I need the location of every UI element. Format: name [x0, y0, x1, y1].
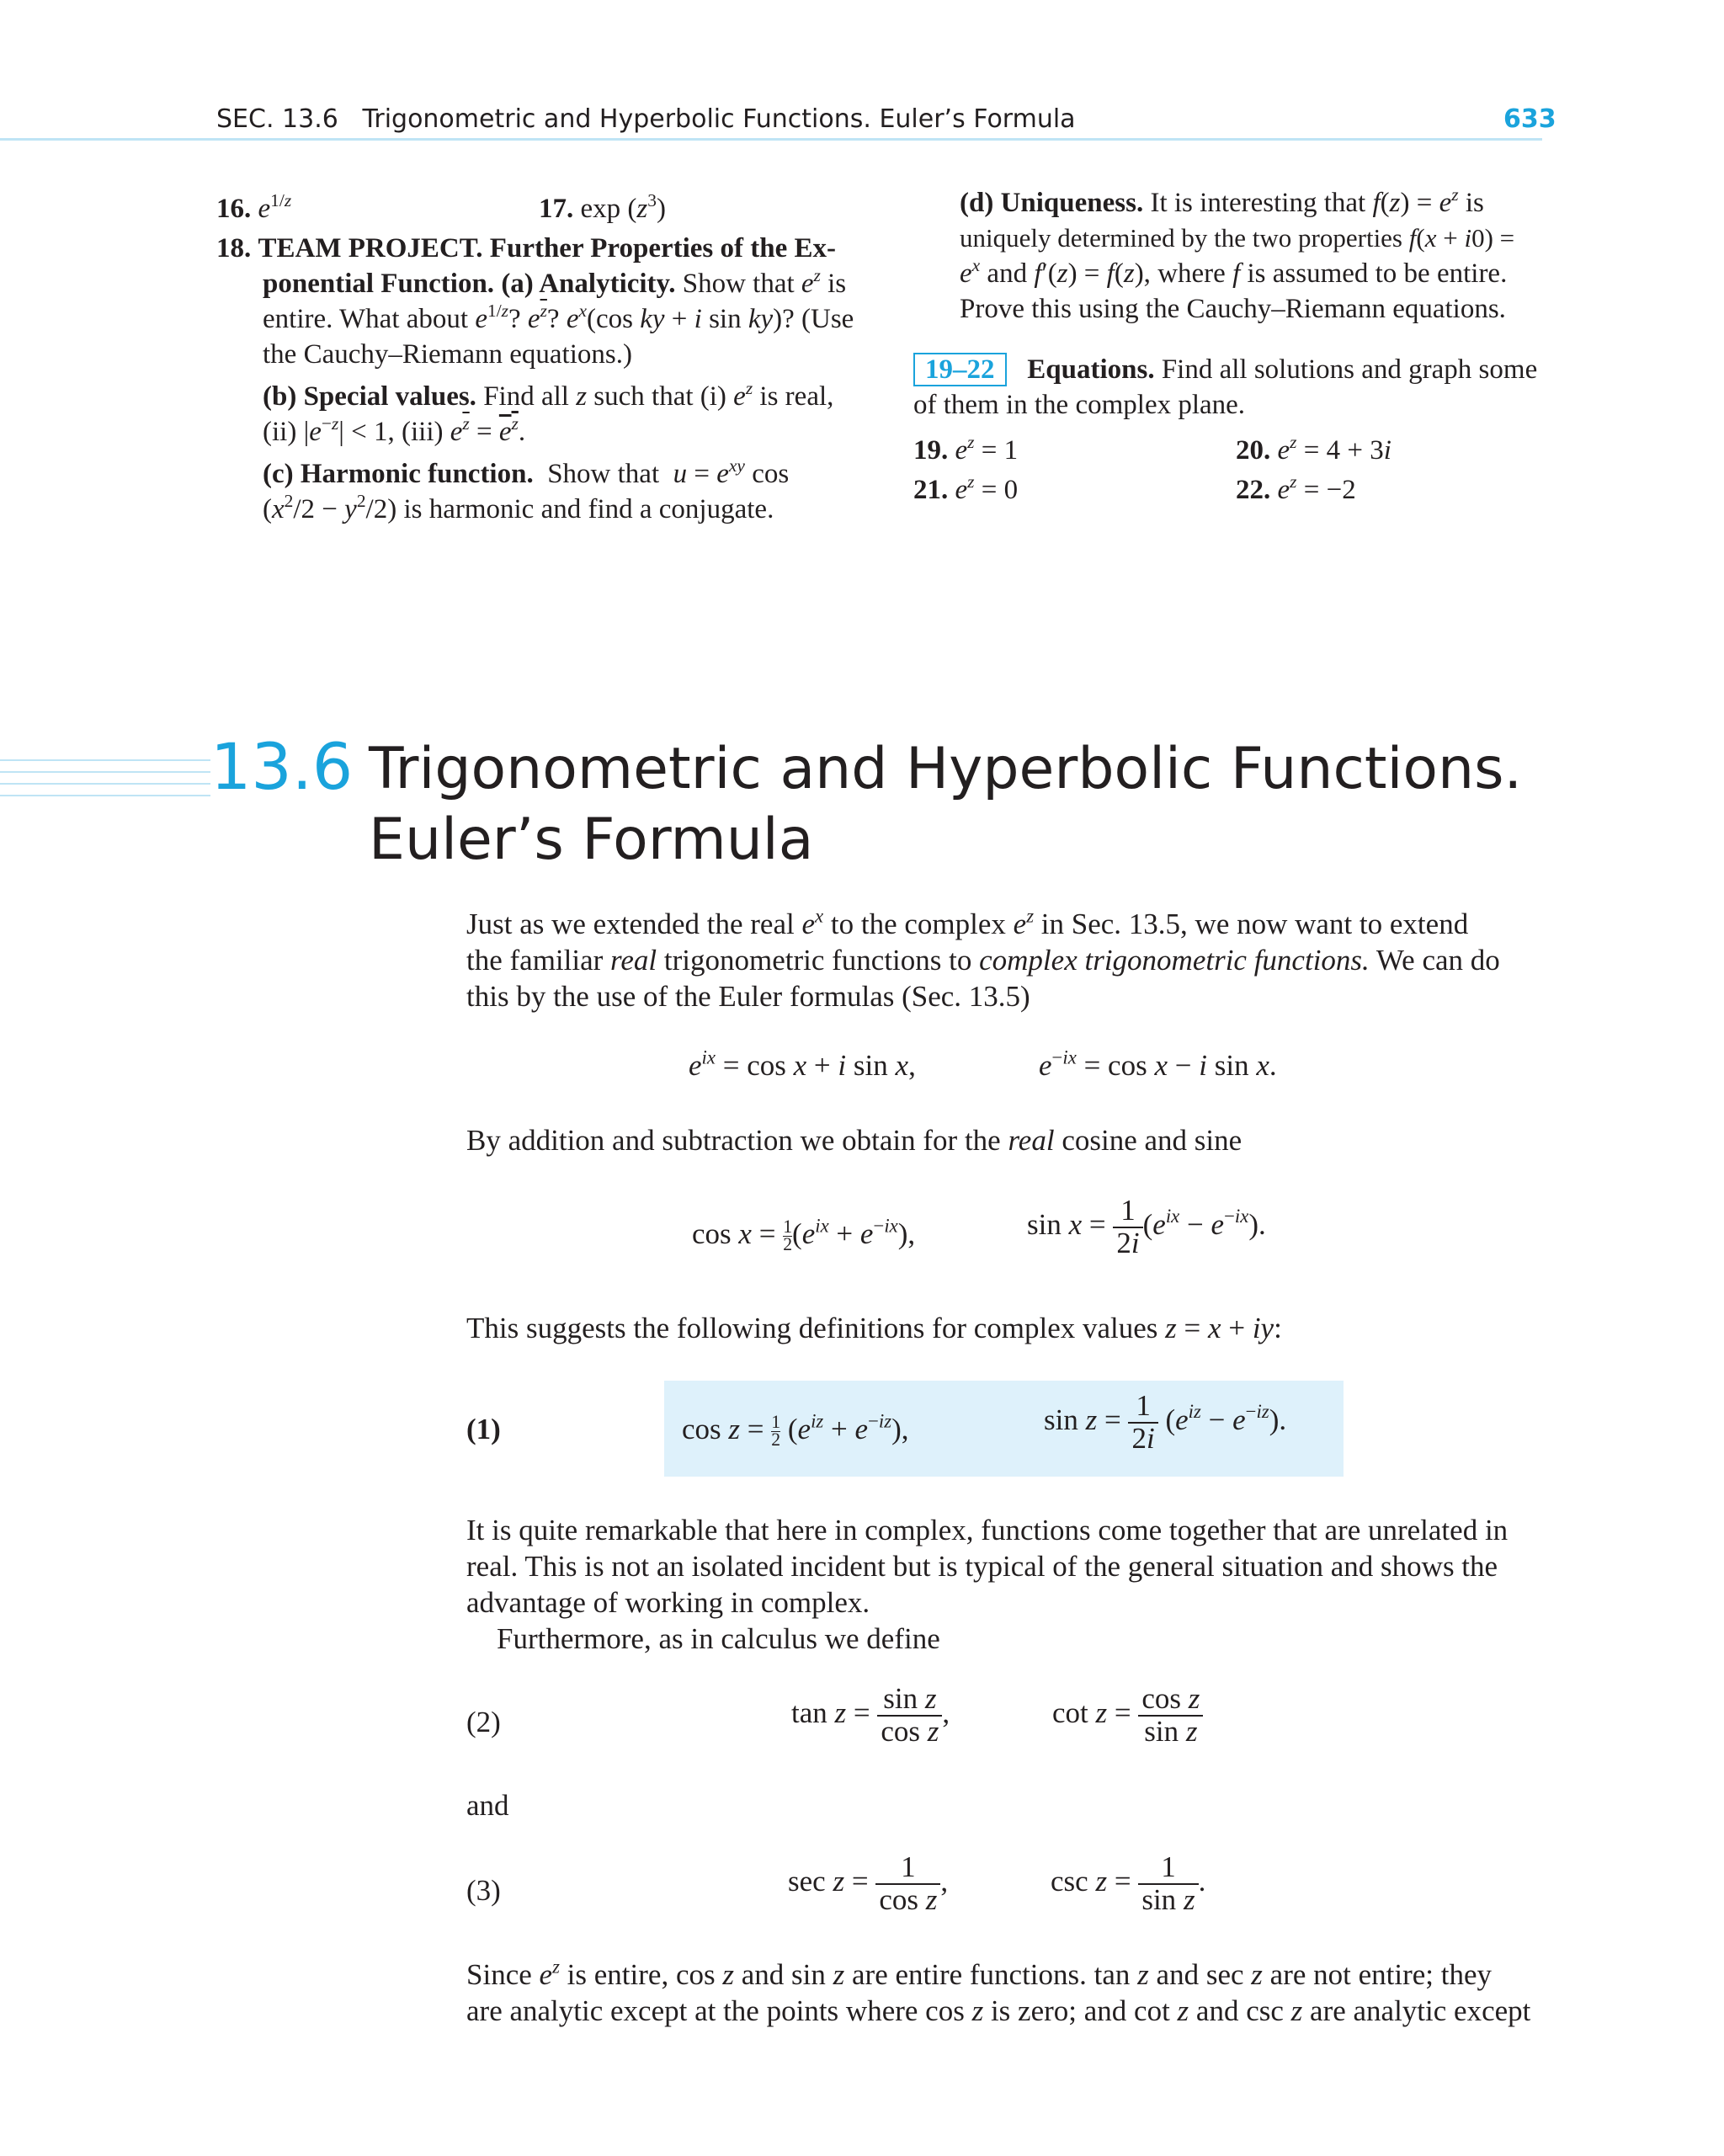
and-text: and: [466, 1789, 509, 1822]
euler-formula-plus: $e^{ix} = \cos x + i$ sin x,: [689, 1046, 916, 1082]
section-rule-4: [0, 795, 210, 796]
problem-20: 20. $e^z = 4 + 3i$: [1236, 432, 1391, 466]
equation-2-label: (2): [466, 1706, 501, 1738]
problem-21: 21. $e^z = 0$: [913, 471, 1019, 505]
complex-cosine-definition: cos z = $\frac{1}{2}$ $(e^{iz} + e^{-iz})$,: [682, 1410, 909, 1450]
problem-17-number: 17.: [539, 194, 574, 224]
page-number: 633: [1503, 104, 1556, 134]
real-cosine-formula: cos x = $\frac{1}{2}$ $(e^{ix} + e^{-ix})$,: [692, 1215, 916, 1254]
euler-formula-minus: $e^{-ix} = \cos x - i$ sin x.: [1039, 1046, 1277, 1082]
header-title: Trigonometric and Hyperbolic Functions. Euler’s Formula: [362, 104, 1076, 134]
cosecant-definition: csc z = $\frac{1}{\text{sin z}}$ .: [1051, 1850, 1206, 1916]
equation-3-label: (3): [466, 1874, 501, 1907]
problems-19-22-header: 19–22 Equations. Find all solutions and graph some of them in the complex plane.: [913, 354, 1538, 420]
secant-definition: sec z = $\frac{1}{\text{cos z}}$ ,: [788, 1850, 949, 1916]
section-rule-1: [0, 759, 210, 761]
problem-22: 22. $e^z = -2$: [1236, 471, 1356, 505]
section-rule-3: [0, 783, 210, 785]
problem-range-badge: 19–22: [913, 353, 1007, 386]
remark-paragraph: It is quite remarkable that here in complex, functions come together that are unrelated in real. This is not an isolated incident but is typical of the general situation and shows the advantage of working in complex. Furthermore, as in calculus we define: [466, 1514, 1508, 1655]
part-c-label: (c) Harmonic function.: [263, 459, 534, 489]
real-sine-formula: sin x = $\frac{1}{2i}$ $(e^{ix} - e^{-ix})$.: [1027, 1194, 1266, 1259]
tangent-definition: tan z = $\frac{\text{sin z}}{\text{cos z}}$ ,: [791, 1682, 950, 1748]
since-paragraph: Since $e^z$ is entire, cos z and sin z are entire functions. tan z and sec z are not entire; they are analytic except at the points where cos z is zero; and cot z and csc z are analytic except: [466, 1956, 1531, 2027]
problem-18-part-d: (d) Uniqueness. It is interesting that $f(z) = e^z$ is uniquely determined by the two properties f(x + i0) = $e^x$ and f′(z) = f(z), where f is assumed to be entire. Prove this using the Cauchy–Riemann equations.: [960, 184, 1515, 324]
section-number: 13.6: [210, 729, 354, 804]
running-header: [216, 104, 1076, 134]
equation-1-label: (1): [466, 1413, 501, 1445]
problem-18: 18. TEAM PROJECT. Further Properties of the Ex- ponential Function. (a) Analyticity. Show that $e^z$ is entire. What about $e^{1/z}$? $e^{\overline{z}}$? $e^x(\cos$ ky + i sin ky)? (Use the Cauchy–Riemann equations.) (b) Special values. Find all z such that (i) $e^z$ is real, (ii) $|e^{-z}| < 1$, (iii) $e^{\overline{z}} = e^z$. (c) Harmonic function. Show that $u = e^{xy}$ cos $(x^2/2 - y^2/2)$ is harmonic and find a conjugate.: [216, 233, 854, 524]
problem-19: 19. $e^z = 1$: [913, 432, 1019, 466]
part-b-label: (b) Special values.: [263, 381, 476, 412]
section-rule-2: [0, 771, 210, 773]
part-d-label: (d) Uniqueness.: [960, 188, 1144, 218]
problem-16: 16. $e^{1/z}$: [216, 190, 292, 224]
problem-range-title: Equations.: [1027, 354, 1155, 385]
problem-17-text: exp: [580, 194, 621, 224]
section-title: [369, 734, 1522, 876]
complex-sine-definition: sin z = $\frac{1}{2i}$ $(e^{iz} - e^{-iz})$.: [1044, 1389, 1287, 1455]
section-title-line1: Trigonometric and Hyperbolic Functions.: [369, 736, 1523, 802]
problem-18-number: 18.: [216, 233, 252, 264]
problem-18-heading: TEAM PROJECT. Further Properties of the Ex-: [258, 233, 836, 264]
intro-paragraph: Just as we extended the real $e^x$ to the complex $e^z$ in Sec. 13.5, we now want to extend the familiar real trigonometric functions to complex trigonometric functions. We can do this by the use of the Euler formulas (Sec. 13.5): [466, 905, 1500, 1013]
suggests-text: This suggests the following definitions for complex values z = x + iy:: [466, 1312, 1282, 1344]
section-title-line2: Euler’s Formula: [369, 807, 814, 873]
header-section: SEC. 13.6: [216, 104, 338, 134]
problem-17: 17. $\exp (z^3)$: [539, 190, 666, 224]
header-rule: [0, 138, 1542, 141]
addition-subtraction-text: By addition and subtraction we obtain for the real cosine and sine: [466, 1124, 1242, 1157]
cotangent-definition: cot z = $\frac{\text{cos z}}{\text{sin z}}$: [1052, 1684, 1203, 1748]
problem-16-number: 16.: [216, 194, 252, 224]
part-a-label: (a) Analyticity.: [501, 269, 676, 299]
